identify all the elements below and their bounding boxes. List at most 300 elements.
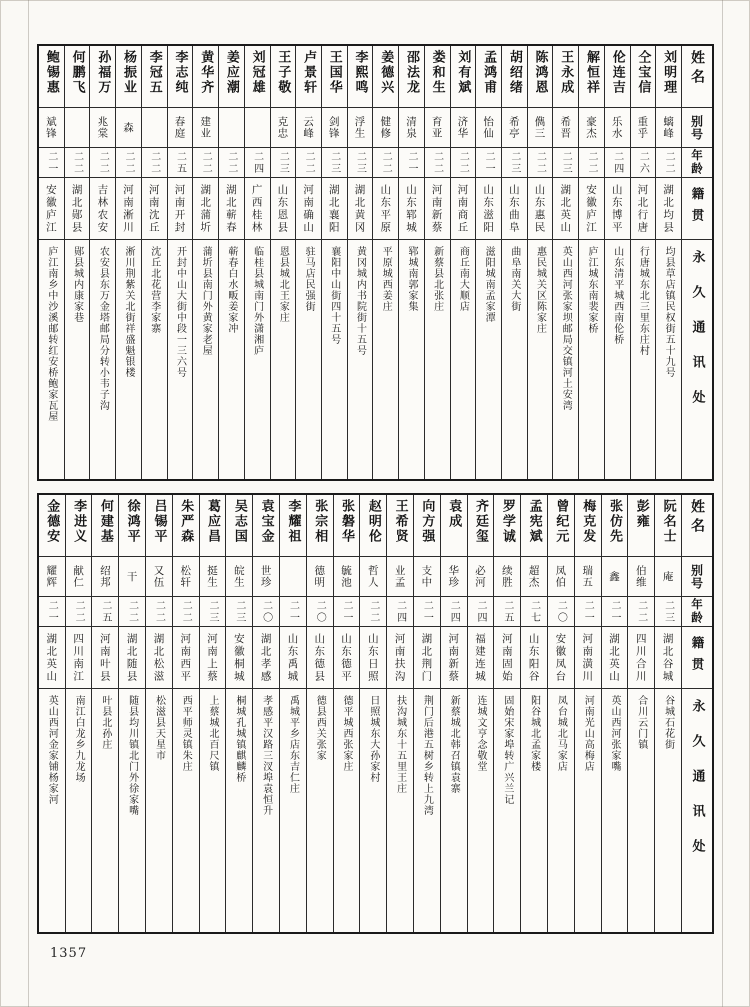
person-column (92, 495, 119, 932)
person-column (502, 46, 528, 479)
person-column (548, 495, 575, 932)
person-origin: 安徽凤台 (548, 627, 574, 689)
person-origin: 河南固始 (494, 627, 520, 689)
person-alias: 兆棠 (90, 108, 115, 148)
person-age: 二二 (628, 597, 654, 627)
person-name: 向方强 (414, 495, 440, 557)
person-name: 李冠五 (142, 46, 167, 108)
person-alias: 鑫 (602, 557, 628, 597)
person-origin: 山东郓城 (399, 178, 424, 240)
person-address: 沈丘北花营李家寨 (148, 246, 160, 334)
person-origin: 山东恩县 (271, 178, 296, 240)
person-alias: 挺生 (200, 557, 226, 597)
person-age: 二六 (631, 148, 656, 178)
person-age: 二一 (575, 597, 601, 627)
person-alias: 育亚 (425, 108, 450, 148)
person-name: 孙福万 (90, 46, 115, 108)
person-origin: 湖北孝感 (253, 627, 279, 689)
registry-table-bottom (37, 493, 714, 934)
person-column (119, 495, 146, 932)
person-column (579, 46, 605, 479)
person-origin: 河南确山 (296, 178, 321, 240)
person-name: 孟鸿甫 (476, 46, 501, 108)
person-origin: 福建连城 (468, 627, 494, 689)
person-origin: 安徽庐江 (39, 178, 64, 240)
person-name: 金德安 (39, 495, 65, 557)
person-alias: 乐水 (605, 108, 630, 148)
person-alias: 螭峰 (656, 108, 681, 148)
person-address: 恩县城北王家庄 (277, 246, 289, 323)
person-origin: 山东禹城 (280, 627, 306, 689)
person-age: 二二 (173, 597, 199, 627)
person-alias: 松轩 (173, 557, 199, 597)
person-column (146, 495, 173, 932)
person-age: 二一 (39, 597, 65, 627)
person-name: 姜德兴 (373, 46, 398, 108)
person-age: 二二 (219, 148, 244, 178)
person-name: 何建基 (92, 495, 118, 557)
person-age: 二一 (399, 148, 424, 178)
person-address: 孝感平汉路三汊埠袁恒升 (260, 695, 272, 816)
person-column (90, 46, 116, 479)
person-address: 新蔡城北韩召镇袁寨 (448, 695, 460, 794)
person-name: 王国华 (322, 46, 347, 108)
person-name: 徐鸿平 (119, 495, 145, 557)
person-origin: 四川南江 (66, 627, 92, 689)
person-address: 上蔡城北百尺镇 (207, 695, 219, 772)
person-age: 二二 (360, 597, 386, 627)
person-alias: 希亭 (502, 108, 527, 148)
person-origin: 河南新蔡 (441, 627, 467, 689)
person-age: 二四 (245, 148, 270, 178)
person-alias: 瑞五 (575, 557, 601, 597)
person-age: 二〇 (253, 597, 279, 627)
person-address: 庐江南乡中沙溪邮转红安桥鲍家瓦屋 (45, 246, 57, 422)
person-alias: 必河 (468, 557, 494, 597)
person-alias: 儁三 (528, 108, 553, 148)
person-column (66, 495, 93, 932)
person-alias: 皖生 (226, 557, 252, 597)
person-name: 卢景轩 (296, 46, 321, 108)
person-address: 凤台城北马家店 (555, 695, 567, 772)
person-address: 襄阳中山街四十五号 (328, 246, 340, 345)
person-age: 二二 (119, 597, 145, 627)
person-origin: 河南西平 (173, 627, 199, 689)
person-address: 滋阳城南孟家潭 (483, 246, 495, 323)
person-column (296, 46, 322, 479)
person-address: 固始宋家埠转广兴兰记 (501, 695, 513, 805)
person-alias: 又伍 (146, 557, 172, 597)
person-age: 二〇 (548, 597, 574, 627)
person-column (173, 495, 200, 932)
person-origin: 湖北松滋 (146, 627, 172, 689)
person-origin: 河南叶县 (92, 627, 118, 689)
person-name: 吴志国 (226, 495, 252, 557)
person-alias: 清泉 (399, 108, 424, 148)
person-name: 李进义 (66, 495, 92, 557)
person-age: 二三 (348, 148, 373, 178)
person-address: 西平师灵镇朱庄 (180, 695, 192, 772)
person-name: 罗学诚 (494, 495, 520, 557)
person-name: 邵法龙 (399, 46, 424, 108)
person-age: 二五 (494, 597, 520, 627)
person-age: 二四 (468, 597, 494, 627)
person-origin: 广西桂林 (245, 178, 270, 240)
header-name-label: 姓名 (682, 46, 712, 108)
person-address: 曲阜南关大街 (508, 246, 520, 312)
person-name: 何鹏飞 (65, 46, 90, 108)
person-address: 南江白龙乡九龙场 (73, 695, 85, 783)
person-address: 德平城西张家庄 (341, 695, 353, 772)
person-origin: 河南上蔡 (200, 627, 226, 689)
person-origin: 山东阳谷 (521, 627, 547, 689)
registry-table-top (37, 44, 714, 481)
person-age: 二四 (441, 597, 467, 627)
person-name: 王子敬 (271, 46, 296, 108)
person-alias: 济华 (451, 108, 476, 148)
person-origin: 山东德县 (307, 627, 333, 689)
person-address: 郓城南郭家集 (405, 246, 417, 312)
person-origin: 河南扶沟 (387, 627, 413, 689)
person-alias: 豪杰 (579, 108, 604, 148)
person-alias: 云峰 (296, 108, 321, 148)
person-age: 二二 (528, 148, 553, 178)
person-address: 行唐城东北三里东庄村 (637, 246, 649, 356)
person-name: 曾纪元 (548, 495, 574, 557)
person-column (414, 495, 441, 932)
person-column (116, 46, 142, 479)
person-address: 山东清平城西南伦桥 (611, 246, 623, 345)
person-origin: 河南沈丘 (142, 178, 167, 240)
person-column (628, 495, 655, 932)
person-alias: 浮生 (348, 108, 373, 148)
person-address: 庐江城东南裴家桥 (585, 246, 597, 334)
person-age: 二二 (296, 148, 321, 178)
header-column (682, 495, 712, 932)
person-alias (280, 557, 306, 597)
person-alias: 建业 (193, 108, 218, 148)
person-name: 王希贤 (387, 495, 413, 557)
person-column (253, 495, 280, 932)
person-name: 解恒祥 (579, 46, 604, 108)
person-origin: 湖北英山 (553, 178, 578, 240)
person-column (168, 46, 194, 479)
person-address: 英山西河张家坝邮局交镇河土安湾 (560, 246, 572, 411)
person-column (605, 46, 631, 479)
person-origin: 山东惠民 (528, 178, 553, 240)
person-origin: 河北行唐 (631, 178, 656, 240)
person-alias: 克忠 (271, 108, 296, 148)
person-alias: 健修 (373, 108, 398, 148)
person-address: 开封中山大街中段一三六号 (174, 246, 186, 378)
person-address: 英山西河张家嘴 (609, 695, 620, 772)
header-origin-label: 籍贯 (682, 627, 712, 689)
person-column (468, 495, 495, 932)
person-origin: 山东平原 (373, 178, 398, 240)
person-column (553, 46, 579, 479)
person-column (219, 46, 245, 479)
person-name: 李熙鸣 (348, 46, 373, 108)
person-origin: 湖北蒲圻 (193, 178, 218, 240)
person-name: 阮名士 (655, 495, 681, 557)
person-origin: 山东滋阳 (476, 178, 501, 240)
person-age: 二三 (200, 597, 226, 627)
person-name: 齐廷玺 (468, 495, 494, 557)
person-age: 二二 (373, 148, 398, 178)
person-column (193, 46, 219, 479)
person-age: 二二 (451, 148, 476, 178)
header-age-label: 年龄 (682, 597, 712, 627)
person-age: 二四 (605, 148, 630, 178)
person-origin: 湖北均县 (656, 178, 681, 240)
person-column (494, 495, 521, 932)
person-name: 袁成 (441, 495, 467, 557)
person-address: 扶沟城东十五里王庄 (394, 695, 406, 794)
person-name: 朱严森 (173, 495, 199, 557)
person-age: 二一 (39, 148, 64, 178)
person-address: 驻马店民强街 (303, 246, 315, 312)
person-address: 蒲圻县南门外黄家老屋 (200, 246, 212, 356)
person-age: 二三 (271, 148, 296, 178)
person-name: 娄和生 (425, 46, 450, 108)
person-alias: 哲人 (360, 557, 386, 597)
person-name: 梅克发 (575, 495, 601, 557)
person-name: 彭雍 (628, 495, 654, 557)
person-origin: 湖北随县 (119, 627, 145, 689)
person-column (528, 46, 554, 479)
person-address: 桐城孔城镇麒麟桥 (233, 695, 245, 783)
person-address: 平原城西姜庄 (380, 246, 392, 312)
person-column (451, 46, 477, 479)
person-alias: 华珍 (441, 557, 467, 597)
person-alias: 森 (116, 108, 141, 148)
person-name: 刘冠雄 (245, 46, 270, 108)
person-column (200, 495, 227, 932)
person-origin: 湖北黄冈 (348, 178, 373, 240)
person-age: 二二 (90, 148, 115, 178)
person-age: 二五 (92, 597, 118, 627)
person-name: 李志纯 (168, 46, 193, 108)
person-origin: 湖北英山 (39, 627, 65, 689)
person-origin: 河南商丘 (451, 178, 476, 240)
header-age-label: 年龄 (682, 148, 712, 178)
person-alias: 重乎 (631, 108, 656, 148)
person-alias (219, 108, 244, 148)
person-column (360, 495, 387, 932)
person-column (226, 495, 253, 932)
person-age: 二七 (521, 597, 547, 627)
person-name: 王永成 (553, 46, 578, 108)
person-alias: 绍邦 (92, 557, 118, 597)
person-address: 禹城平乡店东吉仁庄 (287, 695, 299, 794)
person-column (631, 46, 657, 479)
person-alias: 春庭 (168, 108, 193, 148)
person-name: 刘明理 (656, 46, 681, 108)
person-column (373, 46, 399, 479)
person-address: 惠民城关区陈家庄 (534, 246, 546, 334)
person-name: 张仿先 (602, 495, 628, 557)
person-name: 陈鸿恩 (528, 46, 553, 108)
person-column (602, 495, 629, 932)
person-name: 姜应潮 (219, 46, 244, 108)
person-alias: 超杰 (521, 557, 547, 597)
person-alias: 业孟 (387, 557, 413, 597)
person-age: 二二 (425, 148, 450, 178)
person-name: 伦连吉 (605, 46, 630, 108)
header-origin-label: 籍贯 (682, 178, 712, 240)
person-column (280, 495, 307, 932)
person-name: 胡绍绪 (502, 46, 527, 108)
person-name: 孟宪斌 (521, 495, 547, 557)
person-address: 德县西关张家 (314, 695, 326, 761)
person-name: 杨振业 (116, 46, 141, 108)
person-column (399, 46, 425, 479)
person-alias: 德明 (307, 557, 333, 597)
person-age: 二二 (116, 148, 141, 178)
person-name: 李耀祖 (280, 495, 306, 557)
person-age: 二二 (193, 148, 218, 178)
person-address: 河南光山高梅店 (582, 695, 594, 772)
person-alias: 庵 (655, 557, 681, 597)
header-address-label: 永久通讯处 (689, 699, 705, 874)
person-alias: 支中 (414, 557, 440, 597)
person-address: 日照城东大孙家村 (367, 695, 379, 783)
person-age: 二一 (476, 148, 501, 178)
person-address: 松滋县天星市 (153, 695, 165, 761)
person-age: 二二 (579, 148, 604, 178)
person-origin: 安徽庐江 (579, 178, 604, 240)
person-column (387, 495, 414, 932)
page-number: 1357 (50, 946, 88, 961)
person-name: 仝宝信 (631, 46, 656, 108)
header-address-label: 永久通讯处 (689, 250, 705, 425)
person-address: 随县均川镇北门外徐家嘴 (126, 695, 138, 816)
person-origin: 湖北襄阳 (322, 178, 347, 240)
person-age: 二四 (387, 597, 413, 627)
person-alias: 希晋 (553, 108, 578, 148)
person-origin: 湖北郧县 (65, 178, 90, 240)
person-age: 二二 (142, 148, 167, 178)
person-alias: 毓池 (334, 557, 360, 597)
person-address: 蕲春白水畈姜家冲 (225, 246, 237, 334)
person-name: 鲍锡惠 (39, 46, 64, 108)
person-age: 二三 (655, 597, 681, 627)
person-origin: 山东德平 (334, 627, 360, 689)
person-origin: 河南开封 (168, 178, 193, 240)
person-origin: 湖北英山 (602, 627, 628, 689)
person-name: 刘有斌 (451, 46, 476, 108)
person-origin: 安徽桐城 (226, 627, 252, 689)
header-column (682, 46, 712, 479)
person-column (425, 46, 451, 479)
person-alias (65, 108, 90, 148)
person-alias: 续胜 (494, 557, 520, 597)
person-age: 二一 (414, 597, 440, 627)
person-origin: 吉林农安 (90, 178, 115, 240)
person-column (307, 495, 334, 932)
person-origin: 山东曲阜 (502, 178, 527, 240)
header-name-label: 姓名 (682, 495, 712, 557)
person-name: 张宗相 (307, 495, 333, 557)
person-address: 荆门后港五树乡转上九湾 (421, 695, 433, 816)
person-age: 二二 (656, 148, 681, 178)
person-name: 吕锡平 (146, 495, 172, 557)
person-address: 农安县东万金塔邮局分转小韦子沟 (97, 246, 109, 411)
person-name: 黄华齐 (193, 46, 218, 108)
person-column (322, 46, 348, 479)
person-age: 二三 (553, 148, 578, 178)
person-origin: 湖北荆门 (414, 627, 440, 689)
person-alias (245, 108, 270, 148)
person-column (655, 495, 682, 932)
header-alias-label: 别号 (682, 557, 712, 597)
person-origin: 湖北谷城 (655, 627, 681, 689)
person-address: 谷城石花街 (662, 695, 674, 750)
person-alias: 干 (119, 557, 145, 597)
person-address: 阳谷城北孟家楼 (528, 695, 540, 772)
person-address: 黄冈城内书院街十五号 (354, 246, 366, 356)
person-age: 二三 (502, 148, 527, 178)
person-address: 叶县北孙庄 (99, 695, 111, 750)
person-address: 新蔡县北张庄 (431, 246, 443, 312)
person-alias: 伯维 (628, 557, 654, 597)
person-alias: 怡仙 (476, 108, 501, 148)
person-column (245, 46, 271, 479)
person-column (334, 495, 361, 932)
person-alias: 凤伯 (548, 557, 574, 597)
person-origin: 山东日照 (360, 627, 386, 689)
person-column (142, 46, 168, 479)
person-name: 张磐华 (334, 495, 360, 557)
person-age: 二一 (280, 597, 306, 627)
person-alias: 献仁 (66, 557, 92, 597)
person-origin: 河南新蔡 (425, 178, 450, 240)
person-address: 英山西河金家铺杨家河 (46, 695, 58, 805)
person-age: 二三 (226, 597, 252, 627)
person-alias (142, 108, 167, 148)
person-age: 二二 (65, 148, 90, 178)
person-age: 二五 (168, 148, 193, 178)
person-column (348, 46, 374, 479)
person-alias: 耀辉 (39, 557, 65, 597)
person-address: 商丘南大顺店 (457, 246, 469, 312)
person-address: 合川云门镇 (635, 695, 647, 750)
person-origin: 四川合川 (628, 627, 654, 689)
person-origin: 河南潢川 (575, 627, 601, 689)
person-column (39, 495, 66, 932)
person-column (575, 495, 602, 932)
scan-edge-right (722, 0, 723, 1007)
person-name: 赵明伦 (360, 495, 386, 557)
person-age: 二一 (334, 597, 360, 627)
person-origin: 湖北蕲春 (219, 178, 244, 240)
person-address: 淅川荆紫关北街祥盛魁银楼 (123, 246, 135, 378)
person-address: 郧县城内康家巷 (71, 246, 83, 323)
person-name: 葛应昌 (200, 495, 226, 557)
person-alias: 斌锋 (39, 108, 64, 148)
person-column (476, 46, 502, 479)
person-alias: 剑锋 (322, 108, 347, 148)
person-origin: 河南淅川 (116, 178, 141, 240)
scan-edge-left (28, 0, 29, 1007)
person-age: 二三 (322, 148, 347, 178)
person-age: 二二 (66, 597, 92, 627)
person-column (39, 46, 65, 479)
person-age: 二〇 (307, 597, 333, 627)
person-column (521, 495, 548, 932)
person-column (441, 495, 468, 932)
person-origin: 山东博平 (605, 178, 630, 240)
